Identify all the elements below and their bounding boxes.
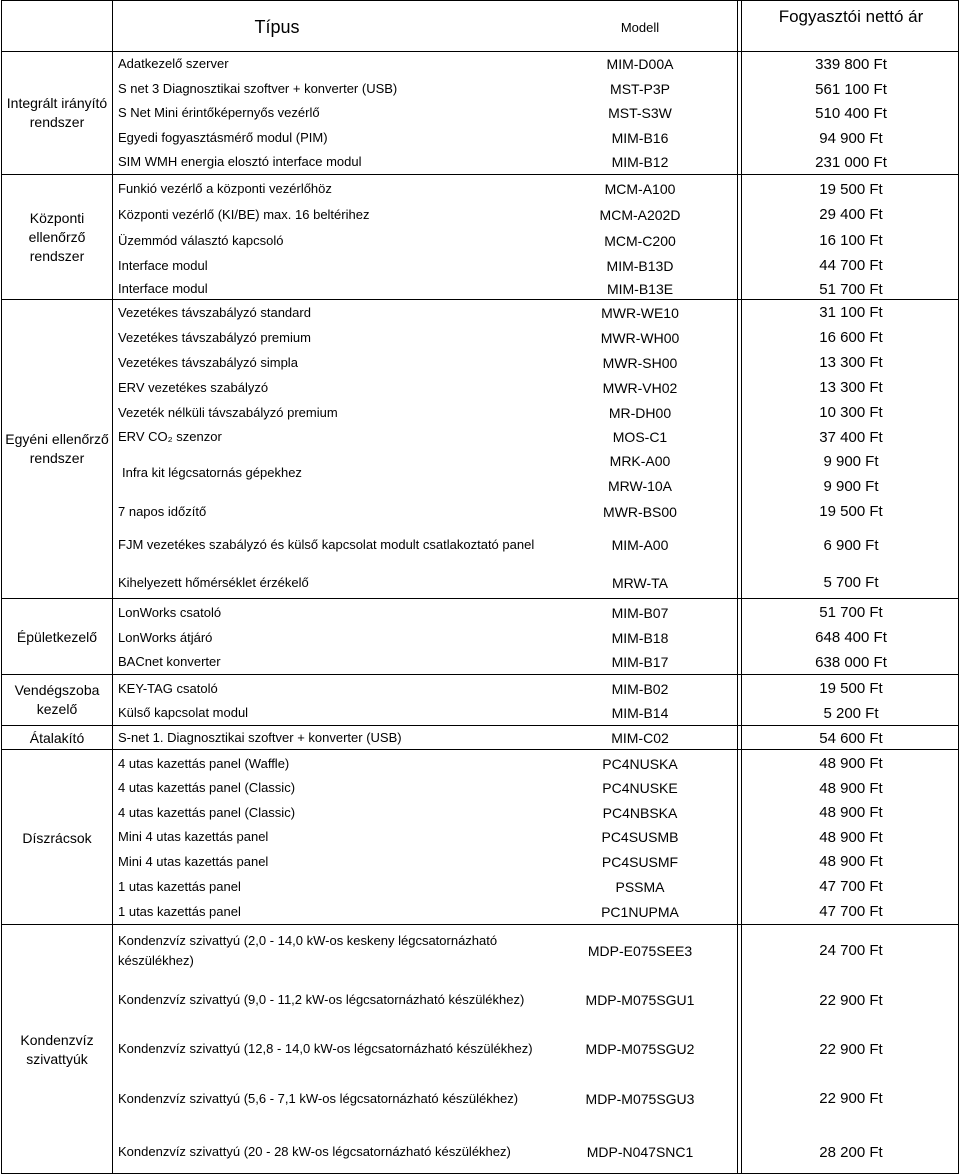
product-model: MDP-M075SGU2 bbox=[585, 1041, 695, 1057]
product-price: 31 100 Ft bbox=[819, 304, 883, 321]
product-name: Funkió vezérlő a központi vezérlőhöz bbox=[118, 181, 332, 196]
product-price: 22 900 Ft bbox=[819, 1040, 883, 1058]
product-name: ERV CO₂ szenzor bbox=[118, 429, 222, 444]
product-name: 4 utas kazettás panel (Classic) bbox=[118, 780, 296, 795]
table-row bbox=[0, 300, 960, 325]
product-name: FJM vezetékes szabályzó és külső kapcsolat modult csatlakoztató panel bbox=[118, 537, 535, 552]
product-model: MRW-TA bbox=[612, 574, 668, 591]
product-model: MIM-B17 bbox=[611, 654, 669, 670]
product-price: 16 100 Ft bbox=[819, 232, 883, 249]
product-price: 9 900 Ft bbox=[823, 477, 879, 495]
product-name: Mini 4 utas kazettás panel bbox=[118, 853, 269, 869]
product-price: 5 700 Ft bbox=[823, 574, 879, 591]
table-row bbox=[0, 228, 960, 253]
table-row bbox=[0, 600, 960, 625]
product-price: 48 900 Ft bbox=[819, 755, 883, 772]
product-price: 561 100 Ft bbox=[815, 80, 887, 98]
product-name: 1 utas kazettás panel bbox=[118, 878, 241, 894]
table-row bbox=[0, 101, 960, 125]
table-row bbox=[0, 201, 960, 228]
product-name: Mini 4 utas kazettás panel bbox=[118, 829, 269, 844]
product-model: MIM-B18 bbox=[611, 629, 669, 646]
column-header-type: Típus bbox=[254, 16, 300, 37]
category-building: Épületkezelő bbox=[16, 628, 98, 645]
product-price: 22 900 Ft bbox=[819, 1090, 883, 1107]
product-price: 231 000 Ft bbox=[815, 153, 887, 171]
product-model: MWR-BS00 bbox=[603, 503, 677, 520]
category-guestroom: Vendégszoba kezelő bbox=[14, 682, 100, 717]
table-row bbox=[0, 177, 960, 201]
category-grilles: Díszrácsok bbox=[22, 829, 92, 846]
column-header-price: Fogyasztói nettó ár bbox=[778, 7, 924, 26]
product-model: MCM-A202D bbox=[599, 206, 681, 223]
product-model: MIM-B16 bbox=[611, 130, 669, 146]
table-row bbox=[0, 676, 960, 701]
product-price: 10 300 Ft bbox=[819, 404, 883, 421]
product-price: 13 300 Ft bbox=[819, 379, 883, 396]
product-model: PC4SUSMF bbox=[601, 853, 679, 870]
product-price: 29 400 Ft bbox=[819, 206, 883, 223]
product-model: MDP-N047SNC1 bbox=[586, 1144, 694, 1160]
product-price: 19 500 Ft bbox=[819, 180, 883, 198]
product-price: 28 200 Ft bbox=[819, 1143, 883, 1161]
product-name: 1 utas kazettás panel bbox=[118, 903, 241, 919]
product-model: MDP-M075SGU1 bbox=[585, 992, 695, 1008]
product-name: Kihelyezett hőmérséklet érzékelő bbox=[118, 574, 309, 590]
product-price: 24 700 Ft bbox=[819, 942, 883, 959]
table-row bbox=[0, 473, 960, 499]
table-row bbox=[0, 726, 960, 750]
table-row bbox=[0, 449, 960, 480]
product-price: 13 300 Ft bbox=[819, 354, 883, 371]
product-name: S Net Mini érintőképernyős vezérlő bbox=[118, 105, 320, 120]
product-price: 19 500 Ft bbox=[819, 503, 883, 520]
product-price: 47 700 Ft bbox=[819, 903, 883, 920]
product-price: 48 900 Ft bbox=[819, 804, 883, 821]
product-name: Vezetékes távszabályzó simpla bbox=[118, 354, 298, 370]
table-row bbox=[0, 849, 960, 874]
table-row bbox=[0, 52, 960, 76]
table-row bbox=[0, 253, 960, 278]
table-row bbox=[0, 776, 960, 800]
table-row bbox=[0, 499, 960, 524]
product-name: 4 utas kazettás panel (Classic) bbox=[118, 804, 296, 820]
product-model: MST-P3P bbox=[610, 81, 670, 97]
product-price: 48 900 Ft bbox=[819, 853, 883, 870]
product-model: PC1NUPMA bbox=[601, 903, 679, 920]
product-name: Vezetékes távszabályzó premium bbox=[118, 329, 311, 345]
table-row bbox=[0, 1079, 960, 1118]
product-price: 48 900 Ft bbox=[819, 828, 883, 846]
product-price: 37 400 Ft bbox=[819, 428, 883, 446]
product-name bbox=[118, 473, 538, 499]
product-price: 51 700 Ft bbox=[819, 280, 883, 298]
product-name: Egyedi fogyasztásmérő modul (PIM) bbox=[118, 130, 328, 145]
product-price: 47 700 Ft bbox=[819, 878, 883, 895]
product-name: Vezetékes távszabályzó standard bbox=[118, 304, 311, 320]
product-model: PSSMA bbox=[615, 878, 665, 895]
table-row bbox=[0, 625, 960, 650]
product-price: 19 500 Ft bbox=[819, 680, 883, 697]
product-model: PC4SUSMB bbox=[601, 829, 679, 845]
product-price: 339 800 Ft bbox=[815, 55, 887, 73]
product-name: Interface modul bbox=[118, 281, 208, 296]
product-name: Infra kit légcsatornás gépekhez bbox=[122, 465, 302, 480]
product-name: Vezeték nélküli távszabályzó premium bbox=[118, 404, 338, 420]
product-name: Üzemmód választó kapcsoló bbox=[118, 232, 284, 248]
table-row bbox=[0, 701, 960, 725]
table-row bbox=[0, 350, 960, 375]
product-name: Kondenzvíz szivattyú (2,0 - 14,0 kW-os keskeny légcsatornázható készülékhez) bbox=[118, 932, 498, 968]
product-name: Központi vezérlő (KI/BE) max. 16 beltérihez bbox=[118, 206, 370, 222]
product-price: 44 700 Ft bbox=[819, 257, 883, 274]
product-price: 51 700 Ft bbox=[819, 604, 883, 621]
product-name: Kondenzvíz szivattyú (20 - 28 kW-os légcsatornázható készülékhez) bbox=[118, 1144, 511, 1159]
table-row bbox=[0, 800, 960, 825]
product-model: MWR-VH02 bbox=[602, 379, 678, 396]
product-price: 94 900 Ft bbox=[819, 129, 883, 147]
product-model: PC4NBSKA bbox=[602, 804, 678, 821]
product-name: Kondenzvíz szivattyú (12,8 - 14,0 kW-os légcsatornázható készülékhez) bbox=[118, 1041, 533, 1056]
product-model: MST-S3W bbox=[608, 105, 672, 121]
table-row bbox=[0, 1132, 960, 1172]
category-converter: Átalakító bbox=[29, 729, 85, 746]
product-model: MIM-B12 bbox=[611, 154, 669, 170]
product-name: 4 utas kazettás panel (Waffle) bbox=[118, 755, 290, 771]
product-name: Kondenzvíz szivattyú (9,0 - 11,2 kW-os légcsatornázható készülékhez) bbox=[118, 992, 525, 1007]
table-row bbox=[0, 899, 960, 924]
product-model: MIM-B07 bbox=[611, 604, 669, 621]
product-model: MWR-WE10 bbox=[601, 304, 679, 321]
product-model: MIM-B14 bbox=[611, 705, 669, 721]
product-model: MWR-WH00 bbox=[600, 329, 680, 346]
product-price: 510 400 Ft bbox=[815, 104, 887, 122]
table-row bbox=[0, 425, 960, 449]
table-row bbox=[0, 375, 960, 400]
product-price: 48 900 Ft bbox=[819, 779, 883, 797]
product-name: ERV vezetékes szabályzó bbox=[118, 379, 269, 395]
product-price: 54 600 Ft bbox=[819, 729, 883, 747]
table-row bbox=[0, 927, 960, 974]
table-row bbox=[0, 650, 960, 674]
product-name: LonWorks átjáró bbox=[118, 629, 213, 645]
category-pumps: Kondenzvíz szivattyúk bbox=[20, 1032, 94, 1067]
product-name: S-net 1. Diagnosztikai szoftver + konverter (USB) bbox=[118, 730, 402, 745]
product-model: MIM-C02 bbox=[611, 730, 669, 746]
product-name: LonWorks csatoló bbox=[118, 604, 222, 620]
product-price: 22 900 Ft bbox=[819, 991, 883, 1009]
table-row bbox=[0, 150, 960, 174]
table-row bbox=[0, 325, 960, 350]
table-row bbox=[0, 524, 960, 566]
product-price: 6 900 Ft bbox=[823, 536, 879, 554]
table-row bbox=[0, 278, 960, 300]
product-model: MDP-E075SEE3 bbox=[587, 942, 693, 959]
category-central: Központi ellenőrző rendszer bbox=[28, 209, 86, 264]
product-model: MIM-D00A bbox=[606, 56, 674, 72]
category-individual: Egyéni ellenőrző rendszer bbox=[5, 431, 109, 466]
product-model: MR-DH00 bbox=[608, 404, 672, 421]
table-row bbox=[0, 825, 960, 849]
product-model: MIM-B13E bbox=[606, 281, 674, 297]
product-price: 5 200 Ft bbox=[823, 704, 879, 722]
product-name: Kondenzvíz szivattyú (5,6 - 7,1 kW-os légcsatornázható készülékhez) bbox=[118, 1090, 519, 1106]
product-price: 648 400 Ft bbox=[815, 629, 887, 646]
product-model: PC4NUSKA bbox=[602, 755, 678, 772]
product-name: 7 napos időzítő bbox=[118, 503, 207, 519]
product-name: S net 3 Diagnosztikai szoftver + konverter (USB) bbox=[118, 81, 398, 96]
product-name: Adatkezelő szerver bbox=[118, 56, 229, 71]
table-row bbox=[0, 874, 960, 899]
table-row bbox=[0, 566, 960, 599]
product-model: PC4NUSKE bbox=[602, 780, 678, 796]
product-name: Interface modul bbox=[118, 257, 208, 273]
product-name: BACnet konverter bbox=[118, 654, 221, 669]
product-model: MCM-A100 bbox=[604, 181, 676, 197]
product-model: MOS-C1 bbox=[612, 429, 668, 445]
category-integrated: Integrált irányító rendszer bbox=[6, 95, 108, 130]
product-name: Külső kapcsolat modul bbox=[118, 705, 249, 720]
product-name: KEY-TAG csatoló bbox=[118, 680, 218, 696]
product-model: MRW-10A bbox=[607, 478, 673, 494]
table-row bbox=[0, 126, 960, 150]
product-price: 16 600 Ft bbox=[819, 329, 883, 346]
product-model: MWR-SH00 bbox=[602, 354, 678, 371]
table-row bbox=[0, 751, 960, 776]
product-model: MIM-A00 bbox=[611, 537, 669, 553]
table-row bbox=[0, 1025, 960, 1073]
table-row bbox=[0, 976, 960, 1024]
product-model: MRK-A00 bbox=[609, 453, 671, 469]
table-row bbox=[0, 77, 960, 101]
product-model: MCM-C200 bbox=[604, 232, 676, 249]
product-price: 9 900 Ft bbox=[823, 452, 879, 470]
product-model: MDP-M075SGU3 bbox=[585, 1090, 695, 1107]
product-model: MIM-B02 bbox=[611, 680, 669, 697]
product-price: 638 000 Ft bbox=[815, 653, 887, 671]
table-row bbox=[0, 400, 960, 425]
column-header-model: Modell bbox=[620, 19, 660, 35]
product-name: SIM WMH energia elosztó interface modul bbox=[118, 154, 362, 169]
product-model: MIM-B13D bbox=[606, 257, 674, 274]
